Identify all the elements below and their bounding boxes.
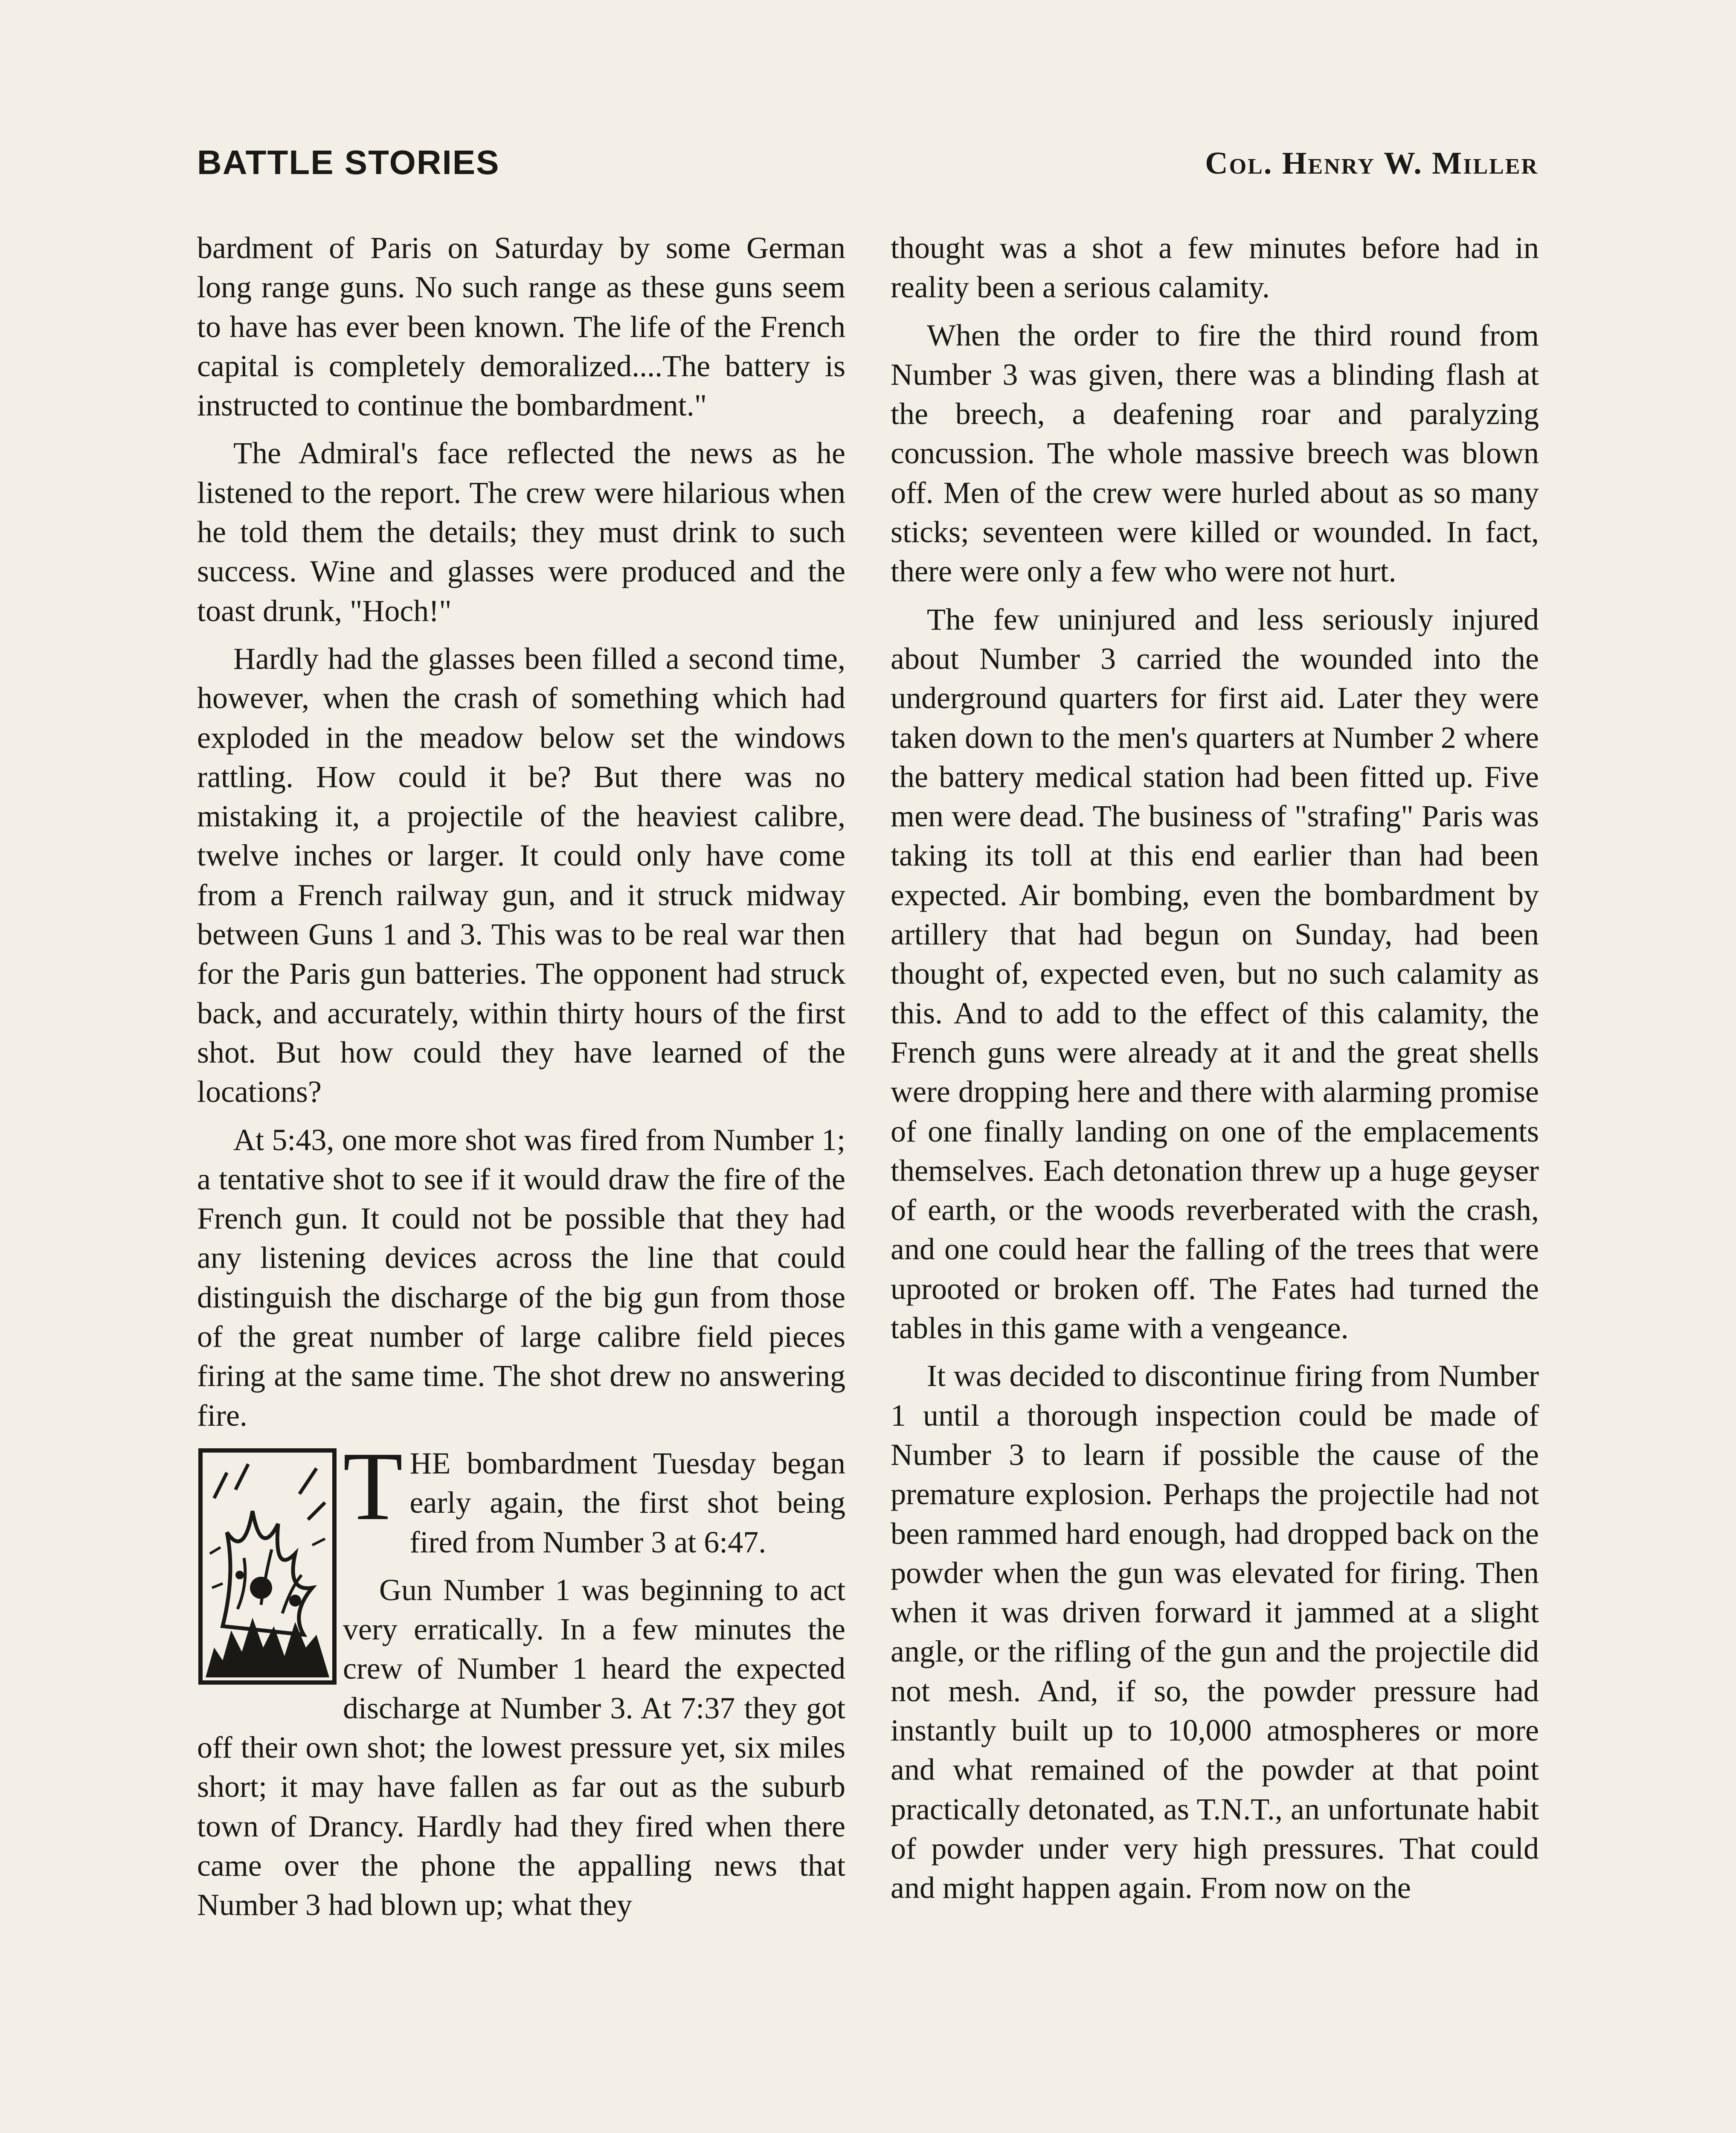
paragraph: thought was a shot a few minutes before had in reality been a serious calamity. — [891, 231, 1539, 305]
lead-word: HE — [409, 1446, 451, 1480]
right-column — [891, 228, 1539, 1916]
paragraph: Gun Number 1 was beginning to act very erratically. In a few minutes the crew of Number 1 heard the expected discharge at Number 3. At 7:37 they got off their own shot; the lowest pressure yet, six miles short; it may have fallen as far out as the suburb town of Drancy. Hardly had they fired when there came over the phone the appalling news that Number 3 had blown up; what they — [197, 1572, 845, 1922]
paragraph: The few uninjured and less seriously injured about Number 3 carried the wounded into the underground quarters for first aid. Later they were taken down to the men's quarters at Number 2 where the battery medical station had been fitted up. Five men were dead. The business of "strafing" Paris was taking its toll at this end earlier than had been expected. Air bombing, even the bombardment by artillery that had begun on Sunday, had been thought of, expected even, but no such calamity as this. And to add to the effect of this calamity, the French guns were already at it and the great shells were dropping here and there with alarming promise of one finally landing on one of the emplacements themselves. Each detonation threw up a huge geyser of earth, or the woods reverberated with the crash, and one could hear the falling of the trees that were uprooted or broken off. The Fates had turned the tables in this game with a vengeance. — [891, 602, 1539, 1345]
explosion-woodcut-icon — [197, 1447, 338, 1686]
paragraph-text: bombardment Tuesday began early again, the first shot being fired from Number 3 at 6:47. — [409, 1446, 845, 1559]
paragraph: At 5:43, one more shot was fired from Number 1; a tentative shot to see if it would draw the fire of the French gun. It could not be possible that they had any listening devices across the line that could distinguish the discharge of the big gun from those of the great number of large calibre field pieces firing at the same time. The shot drew no answering fire. — [197, 1122, 845, 1433]
paragraph: Hardly had the glasses been filled a second time, however, when the crash of something which had exploded in the meadow below set the windows rattling. How could it be? But there was no mistaking it, a projectile of the heaviest calibre, twelve inches or larger. It could only have come from a French railway gun, and it struck midway between Guns 1 and 3. This was to be real war then for the Paris gun batteries. The opponent had struck back, and accurately, within thirty hours of the first shot. But how could they have learned of the locations? — [197, 641, 845, 1109]
left-column — [197, 228, 845, 1933]
section-title: BATTLE STORIES — [197, 143, 500, 181]
paragraph: bardment of Paris on Saturday by some German long range guns. No such range as these guns seem to have has ever been known. The life of the French capital is completely demoralized....The battery is instructed to continue the bombardment." — [197, 231, 845, 423]
paragraph: It was decided to discontinue firing from Number 1 until a thorough inspection could be made of Number 3 to learn if possible the cause of the premature explosion. Perhaps the projectile had not been rammed hard enough, had dropped back on the powder when the gun was elevated for firing. Then when it was driven forward it jammed at a slight angle, or the rifling of the gun and the projectile did not mesh. And, if so, the powder pressure had instantly built up to 10,000 atmospheres or more and what remained of the powder at that point practically detonated, as T.N.T., an unfortunate habit of powder under very high pressures. That could and might happen again. From now on the — [891, 1359, 1539, 1905]
author-byline: Col. Henry W. Miller — [1205, 146, 1539, 181]
paragraph: When the order to fire the third round from Number 3 was given, there was a blinding flash at the breech, a deafening roar and paralyzing concussion. The whole massive breech was blown off. Men of the crew were hurled about as so many sticks; seventeen were killed or wounded. In fact, there were only a few who were not hurt. — [891, 318, 1539, 589]
decorative-illustration — [197, 1447, 338, 1686]
paragraph: The Admiral's face reflected the news as he listened to the report. The crew were hilarious when he told them the details; they must drink to such success. Wine and glasses were produced and the toast drunk, "Hoch!" — [197, 436, 845, 628]
drop-cap: T — [343, 1431, 403, 1540]
running-head — [197, 143, 1539, 190]
